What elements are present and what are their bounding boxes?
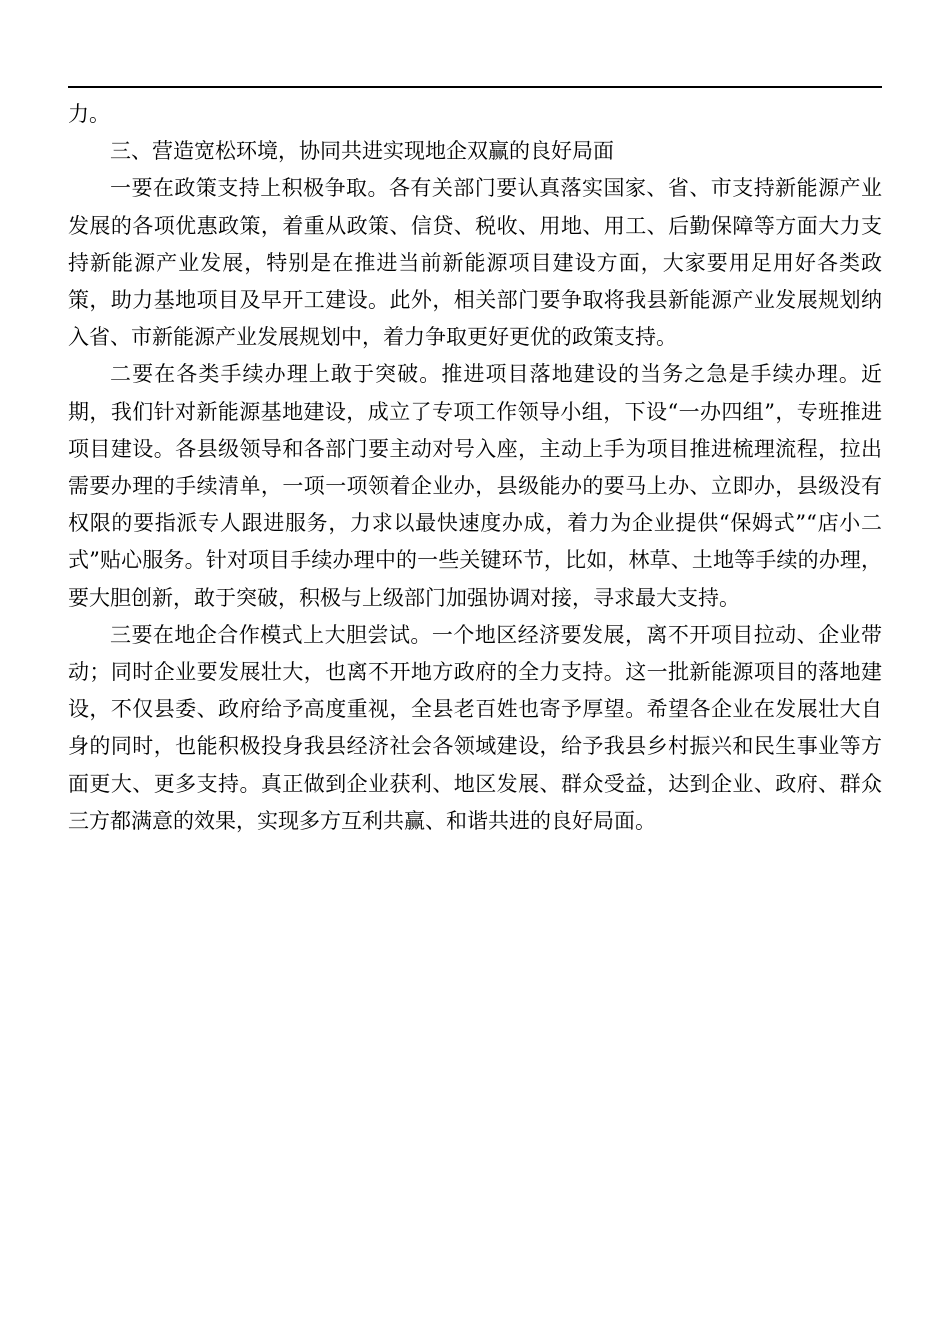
document-body [68,96,882,840]
paragraph-cooperation: 三要在地企合作模式上大胆尝试。一个地区经济要发展，离不开项目拉动、企业带动；同时企业要发展壮大，也离不开地方政府的全力支持。这一批新能源项目的落地建设，不仅县委、政府给予高度重视，全县老百姓也寄予厚望。希望各企业在发展壮大自身的同时，也能积极投身我县经济社会各领域建设，给予我县乡村振兴和民生事业等方面更大、更多支持。真正做到企业获利、地区发展、群众受益，达到企业、政府、群众三方都满意的效果，实现多方互利共赢、和谐共进的良好局面。 [68,622,882,833]
paragraph-policy-support: 一要在政策支持上积极争取。各有关部门要认真落实国家、省、市支持新能源产业发展的各项优惠政策，着重从政策、信贷、税收、用地、用工、后勤保障等方面大力支持新能源产业发展，特别是在推进当前新能源项目建设方面，大家要用足用好各类政策，助力基地项目及早开工建设。此外，相关部门要争取将我县新能源产业发展规划纳入省、市新能源产业发展规划中，着力争取更好更优的政策支持。 [68,176,882,350]
paragraph-procedures: 二要在各类手续办理上敢于突破。推进项目落地建设的当务之急是手续办理。近期，我们针对新能源基地建设，成立了专项工作领导小组，下设“一办四组”，专班推进项目建设。各县级领导和各部门要主动对号入座，主动上手为项目推进梳理流程，拉出需要办理的手续清单，一项一项领着企业办，县级能办的要马上办、立即办，县级没有权限的要指派专人跟进服务，力求以最快速度办成，着力为企业提供“保姆式”“店小二式”贴心服务。针对项目手续办理中的一些关键环节，比如，林草、土地等手续的办理，要大胆创新，敢于突破，积极与上级部门加强协调对接，寻求最大支持。 [68,362,882,610]
header-rule [68,86,882,88]
section-heading: 三、营造宽松环境，协同共进实现地企双赢的良好局面 [110,139,614,164]
paragraph-continuation: 力。 [68,102,110,126]
